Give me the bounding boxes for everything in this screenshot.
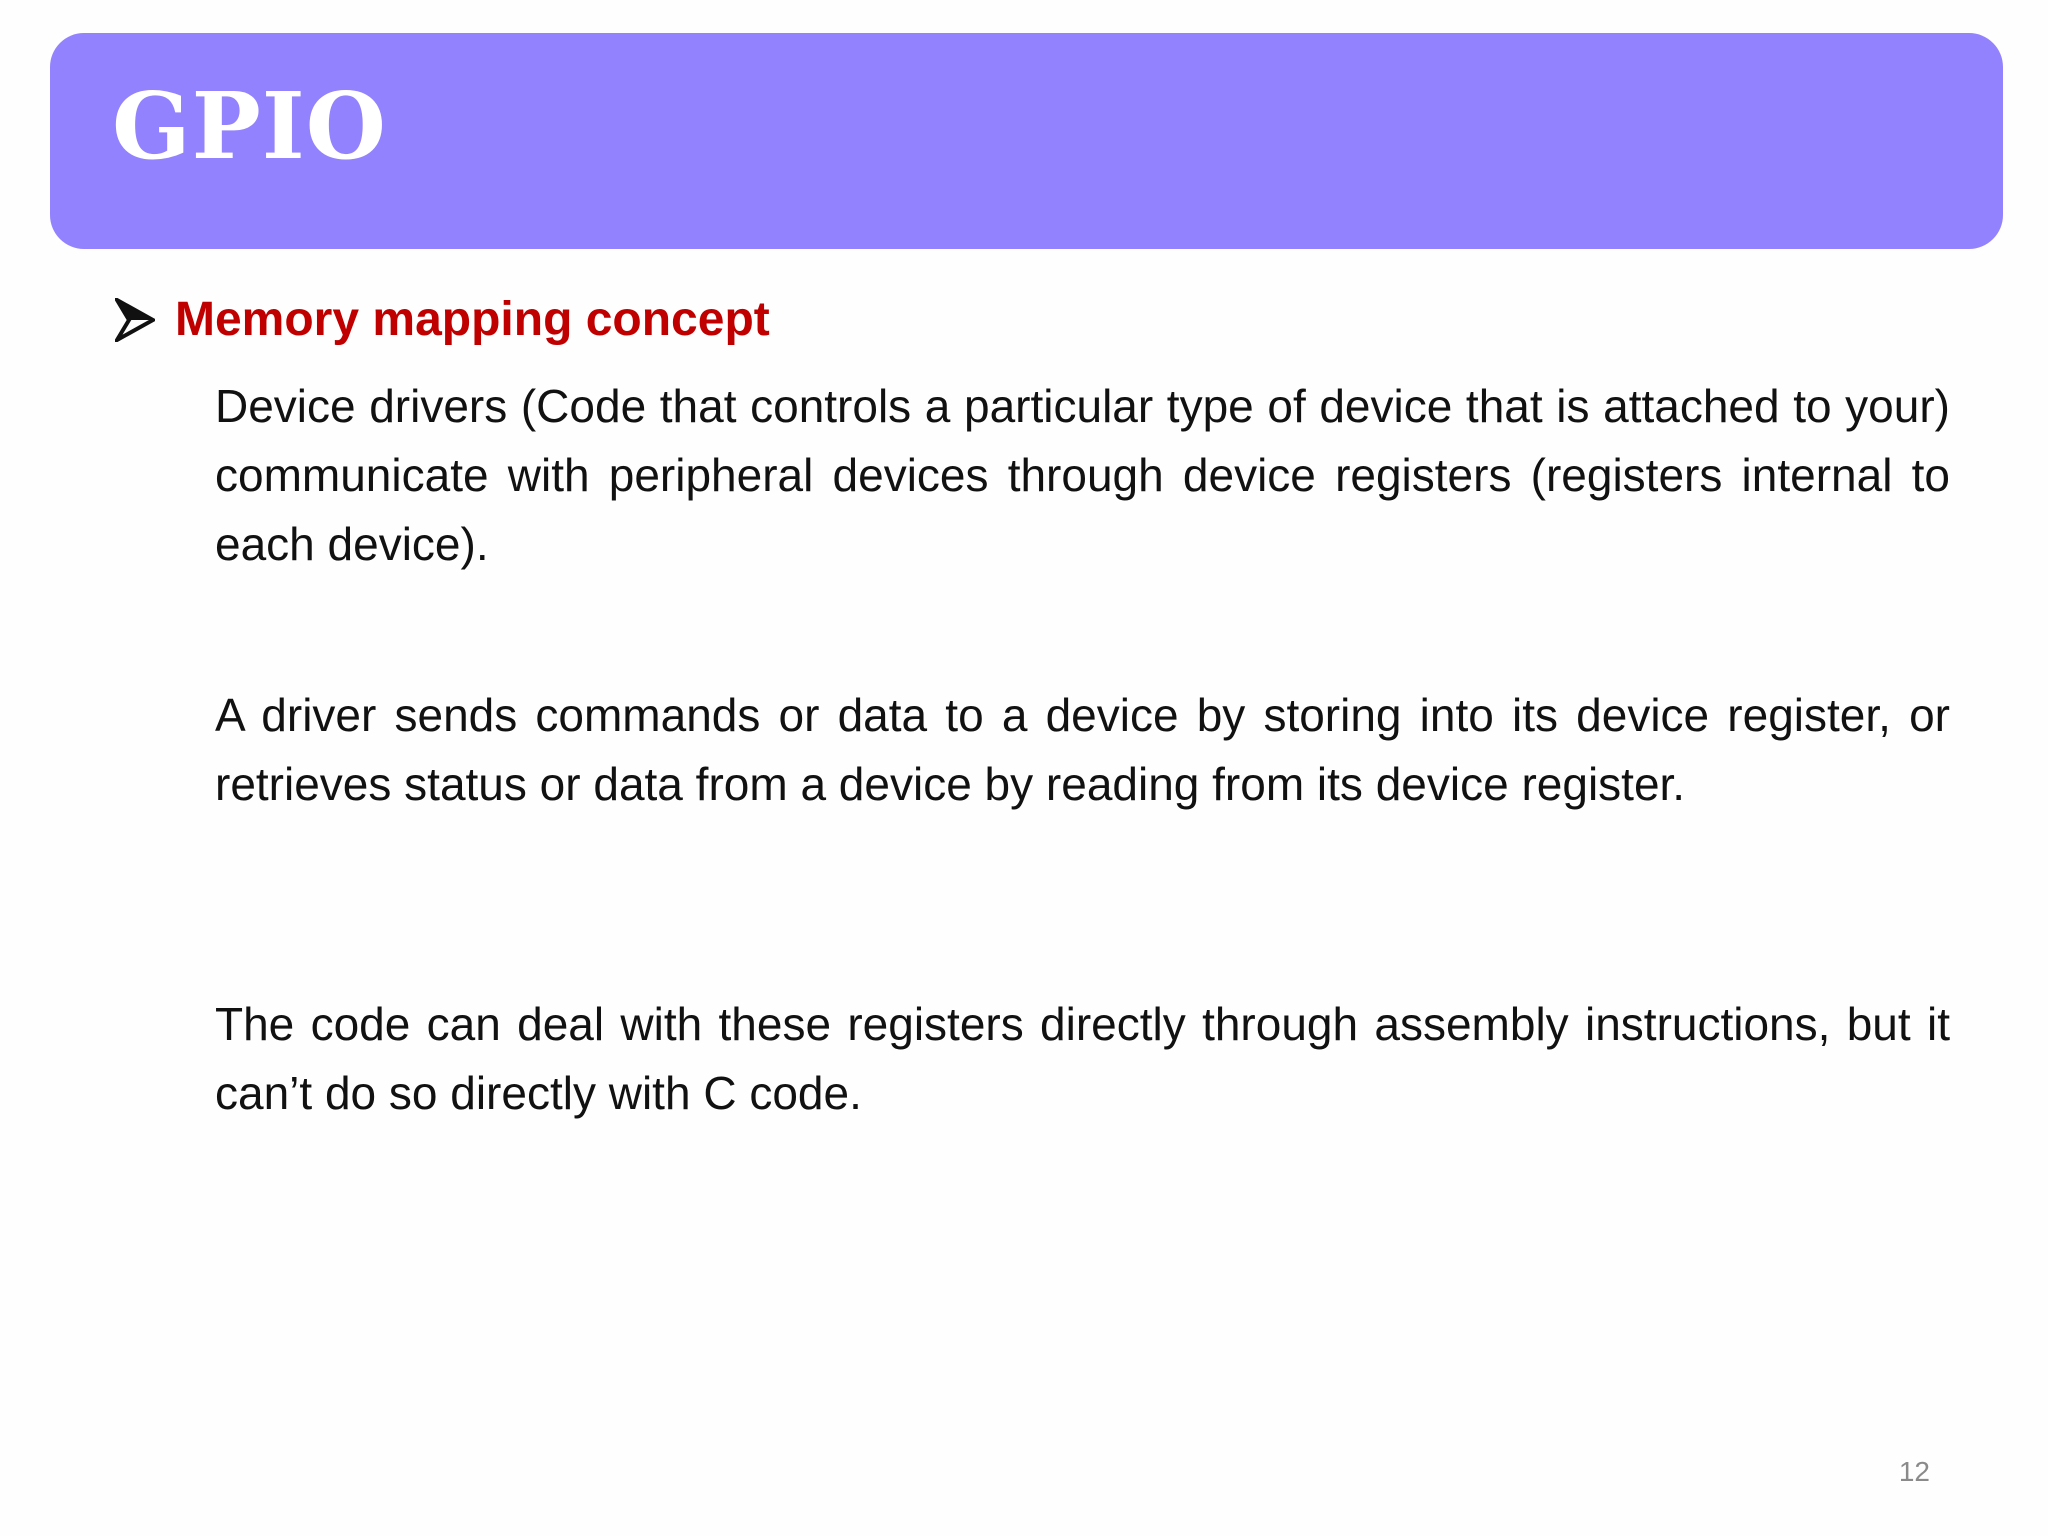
page-number: 12 [1898, 1456, 1930, 1487]
paragraph-code-registers: The code can deal with these registers directly through assembly instructions, but it can’t do so directly with C code. [215, 998, 1950, 1119]
paragraph-driver-commands: A driver sends commands or data to a device by storing into its device register, or retrieves status or data from a device by reading from its device register. [215, 689, 1950, 810]
slide-title: GPIO [112, 72, 387, 180]
arrowhead-bullet-icon [115, 298, 155, 342]
paragraph-device-drivers: Device drivers (Code that controls a particular type of device that is attached to your) communicate with peripheral devices through device registers (registers internal to each device). [215, 380, 1950, 570]
bullet-heading: Memory mapping concept [175, 293, 770, 346]
bullet-row [115, 290, 770, 350]
